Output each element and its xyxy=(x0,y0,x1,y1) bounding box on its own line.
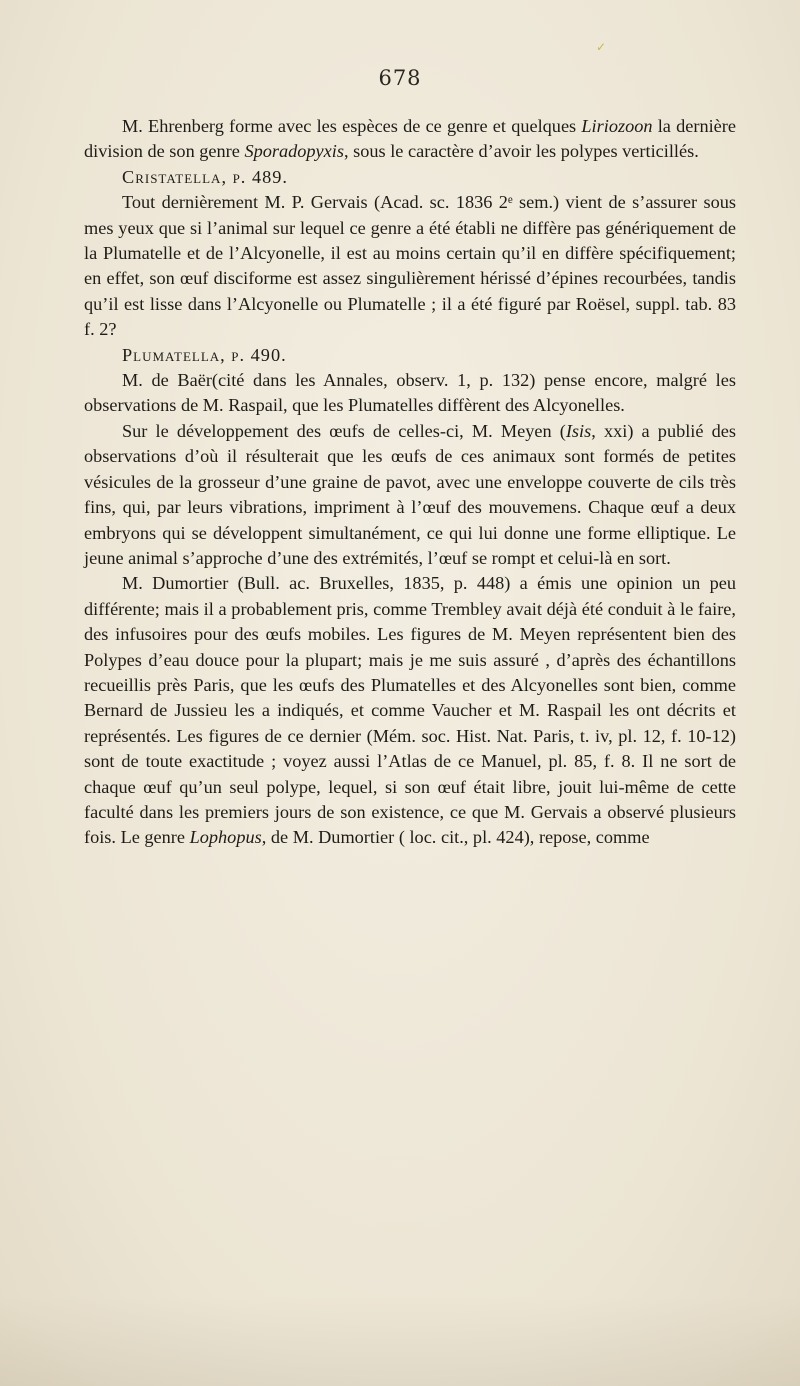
italic-term: Isis xyxy=(565,420,592,441)
section-heading-cristatella xyxy=(84,165,736,190)
italic-term: Sporadopyxis xyxy=(244,141,344,162)
text-run: M. Ehrenberg forme avec les espèces de ce genre et quelques xyxy=(122,116,582,136)
text-run: la dernière division de son genre xyxy=(84,116,736,162)
page-number: 678 xyxy=(378,66,422,90)
text-run: Cristatella xyxy=(122,166,222,187)
paragraph xyxy=(84,419,736,571)
body-text xyxy=(84,114,736,851)
paragraph xyxy=(84,114,736,165)
page-edge-shadow xyxy=(0,1296,800,1386)
text-run: M. Dumortier (Bull. ac. Bruxelles, 1835, p. 448) a émis une opinion un peu différente; mais il a probablement pris, comme Trembley avait déjà été conduit à le faire, des infusoires pour des œufs mobiles. Les figures de M. Meyen représentent bien des Polypes d’eau douce pour la plupart; mais je me suis assuré , d’après des échantillons recueillis près Paris, que les œufs des Plumatelles et des Alcyonelles sont bien, comme Bernard de Jussieu les a indiqués, et comme Vaucher et M. Raspail les ont décrits et représentés. Les figures de ce dernier (Mém. soc. Hist. Nat. Paris, t. iv, pl. 12, f. 10-12) sont de toute exactitude ; voyez aussi l’Atlas de ce Manuel, pl. 85, f. 8. Il ne sort de chaque œuf qu’un seul polype, lequel, si son œuf était libre, jouit lui-même de cette faculté dans les premiers jours de son existence, ce que M. Gervais a observé plusieurs fois. Le genre xyxy=(84,573,736,848)
text-run: Tout dernièrement M. P. Gervais (Acad. sc. 1836 2ᵉ sem.) vient de s’assurer sous mes yeux que si l’animal sur lequel ce genre a été établi ne diffère pas génériquement de la Plumatelle et de l’Alcyonelle, il est au moins certain qu’il en diffère spécifiquement; en effet, son œuf disciforme est assez singulièrement hérissé d’épines recourbées, tandis qu’il est lisse dans l’Alcyonelle ou Plumatelle ; il a été figuré par Roësel, suppl. tab. 83 f. 2? xyxy=(84,192,736,340)
text-run: M. de Baër(cité dans les Annales, observ. 1, p. 132) pense encore, malgré les observations de M. Raspail, que les Plumatelles diffèrent des Alcyonelles. xyxy=(84,370,736,416)
italic-term: Lophopus xyxy=(189,827,262,848)
text-run: , p. 490. xyxy=(220,344,287,365)
text-run: Sur le développement des œufs de celles-ci, M. Meyen ( xyxy=(122,420,566,441)
paragraph xyxy=(84,368,736,419)
italic-term: Liriozoon xyxy=(581,116,653,136)
text-run: , p. 489. xyxy=(221,166,288,187)
paragraph xyxy=(84,190,736,342)
text-run: , de M. Dumortier ( loc. cit., pl. 424), repose, comme xyxy=(261,827,650,848)
section-heading-plumatella xyxy=(84,343,736,368)
paragraph xyxy=(84,571,736,850)
text-run: Plumatella xyxy=(122,344,221,365)
text-run: , sous le caractère d’avoir les polypes verticillés. xyxy=(343,141,699,162)
print-speck: ✓ xyxy=(596,40,607,54)
text-run: , xxi) a publié des observations d’où il résulterait que les œufs de ces animaux sont formés de petites vésicules de la grosseur d’une graine de pavot, avec une enveloppe couverte de cils très fins, qui, par leurs vibrations, impriment à l’œuf des mouvemens. Chaque œuf a deux embryons qui se développent simultanément, ce qui lui donne une forme elliptique. Le jeune animal s’approche d’une des extrémités, l’œuf se rompt et celui-là en sort. xyxy=(84,420,737,568)
